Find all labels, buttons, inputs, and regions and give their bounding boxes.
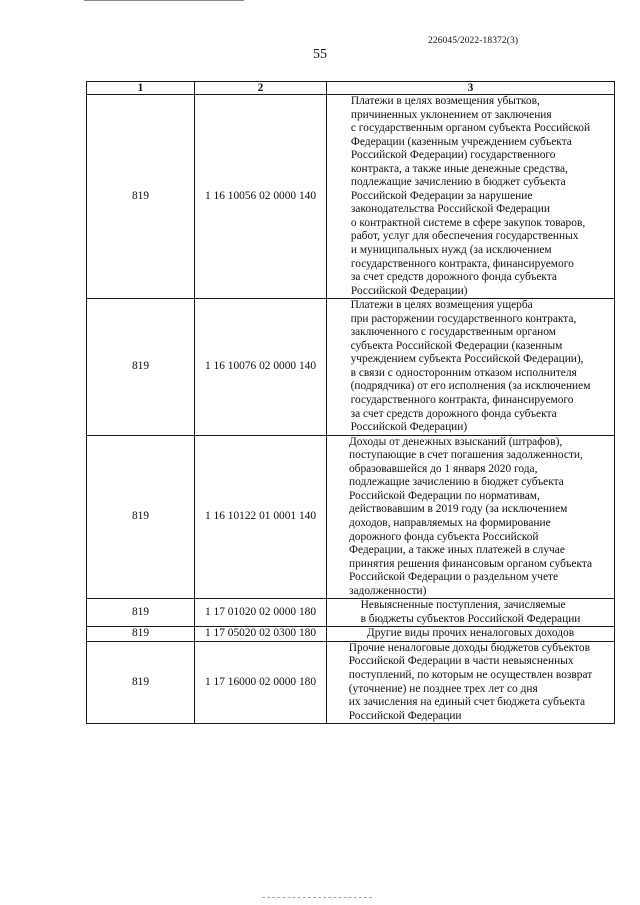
revenue-name-line: подлежащие зачислению в бюджет субъекта — [350, 176, 566, 189]
revenue-name-line: Доходы от денежных взысканий (штрафов), — [348, 435, 563, 448]
revenue-name-text — [349, 436, 592, 599]
table-row — [87, 641, 615, 723]
admin-code-cell: 819 — [87, 95, 195, 299]
revenue-name-line: Российской Федерации) — [350, 421, 468, 434]
revenue-name-line: государственного контракта, финансируемого — [350, 394, 574, 407]
table-header-row — [87, 82, 615, 95]
revenue-name-cell — [327, 95, 615, 299]
revenue-name-line: образовавшейся до 1 января 2020 года, — [348, 462, 538, 475]
revenue-name-line: поступлений, по которым не осуществлен возврат — [348, 668, 593, 681]
bottom-mark — [262, 897, 372, 898]
revenue-name-text — [351, 299, 591, 434]
column-header-1: 1 — [87, 82, 195, 95]
revenue-name-line: Российской Федерации о раздельном учете — [348, 571, 559, 584]
revenue-name-line: Невыясненные поступления, зачисляемые — [360, 599, 566, 612]
revenue-name-text — [351, 95, 590, 298]
revenue-name-line: при расторжении государственного контракта, — [350, 312, 577, 325]
revenue-name-line: Прочие неналоговые доходы бюджетов субъектов — [348, 641, 590, 654]
revenue-name-line: и муниципальных нужд (за исключением — [350, 244, 552, 257]
admin-code-cell: 819 — [87, 599, 195, 627]
revenue-codes-table — [86, 81, 615, 724]
table-row — [87, 435, 615, 599]
revenue-name-cell — [327, 599, 615, 627]
revenue-name-line: заключенного с государственным органом — [350, 326, 556, 339]
revenue-name-text — [361, 599, 581, 626]
admin-code-cell: 819 — [87, 627, 195, 642]
revenue-name-line: их зачисления на единый счет бюджета субъекта — [348, 696, 586, 709]
revenue-name-line: причиненных уклонением от заключения — [350, 108, 552, 121]
revenue-name-line: в связи с односторонним отказом исполнителя — [350, 366, 577, 379]
table-row — [87, 627, 615, 642]
revenue-name-line: за счет средств дорожного фонда субъекта — [350, 407, 557, 420]
revenue-code-cell: 1 17 01020 02 0000 180 — [195, 599, 327, 627]
revenue-name-text — [367, 627, 574, 641]
document-number: 226045/2022-18372(3) — [428, 36, 519, 46]
revenue-code-cell: 1 16 10122 01 0001 140 — [195, 435, 327, 599]
table-row — [87, 299, 615, 435]
revenue-name-line: Федерации (казенным учреждением субъекта — [350, 135, 572, 148]
revenue-code-cell: 1 16 10076 02 0000 140 — [195, 299, 327, 435]
top-rule — [84, 0, 244, 1]
revenue-name-line: Российской Федерации — [348, 709, 462, 722]
revenue-code-cell: 1 17 16000 02 0000 180 — [195, 641, 327, 723]
revenue-name-line: за счет средств дорожного фонда субъекта — [350, 271, 557, 284]
revenue-name-text — [349, 642, 592, 723]
revenue-name-line: в бюджеты субъектов Российской Федерации — [360, 612, 581, 625]
revenue-name-line: законодательства Российской Федерации — [350, 203, 550, 216]
revenue-code-cell: 1 16 10056 02 0000 140 — [195, 95, 327, 299]
revenue-name-line: Российской Федерации) государственного — [350, 149, 556, 162]
revenue-name-line: Платежи в целях возмещения ущерба — [350, 299, 533, 312]
revenue-name-line: Российской Федерации за нарушение — [350, 189, 533, 202]
revenue-name-line: учреждением субъекта Российской Федерации), — [350, 353, 584, 366]
admin-code-cell: 819 — [87, 641, 195, 723]
revenue-name-line: работ, услуг для обеспечения государственных — [350, 230, 579, 243]
revenue-name-line: (подрядчика) от его исполнения (за исключением — [350, 380, 591, 393]
revenue-name-line: принятия решения финансовым органом субъекта — [348, 557, 592, 570]
revenue-name-line: действовавшим в 2019 году (за исключением — [348, 503, 568, 516]
revenue-name-line: Российской Федерации) — [350, 284, 468, 297]
revenue-name-line: с государственным органом субъекта Российской — [350, 122, 591, 135]
admin-code-cell: 819 — [87, 299, 195, 435]
revenue-name-line: доходов, направляемых на формирование — [348, 516, 551, 529]
revenue-name-cell — [327, 299, 615, 435]
revenue-name-line: государственного контракта, финансируемого — [350, 257, 574, 270]
admin-code-cell: 819 — [87, 435, 195, 599]
table-row — [87, 599, 615, 627]
revenue-name-cell — [327, 435, 615, 599]
revenue-name-line: Федерации, а также иных платежей в случае — [348, 544, 565, 557]
revenue-code-cell: 1 17 05020 02 0300 180 — [195, 627, 327, 642]
table-row — [87, 95, 615, 299]
revenue-name-line: дорожного фонда субъекта Российской — [348, 530, 539, 543]
page-number: 55 — [313, 47, 327, 62]
revenue-name-line: субъекта Российской Федерации (казенным — [350, 339, 563, 352]
revenue-name-line: Другие виды прочих неналоговых доходов — [366, 627, 575, 640]
revenue-name-line: Платежи в целях возмещения убытков, — [350, 95, 540, 107]
revenue-name-line: поступающие в счет погашения задолженности, — [348, 449, 583, 462]
revenue-name-line: подлежащие зачислению в бюджет субъекта — [348, 476, 564, 489]
revenue-name-cell — [327, 627, 615, 642]
column-header-2: 2 — [195, 82, 327, 95]
revenue-name-cell — [327, 641, 615, 723]
revenue-name-line: Российской Федерации по нормативам, — [348, 489, 540, 502]
revenue-name-line: контракта, а также иные денежные средства, — [350, 162, 568, 175]
revenue-name-line: о контрактной системе в сфере закупок товаров, — [350, 216, 586, 229]
revenue-name-line: (уточнение) не позднее трех лет со дня — [348, 682, 538, 695]
revenue-name-line: Российской Федерации в части невыясненных — [348, 655, 574, 668]
column-header-3: 3 — [327, 82, 615, 95]
revenue-name-line: задолженности) — [348, 584, 427, 597]
